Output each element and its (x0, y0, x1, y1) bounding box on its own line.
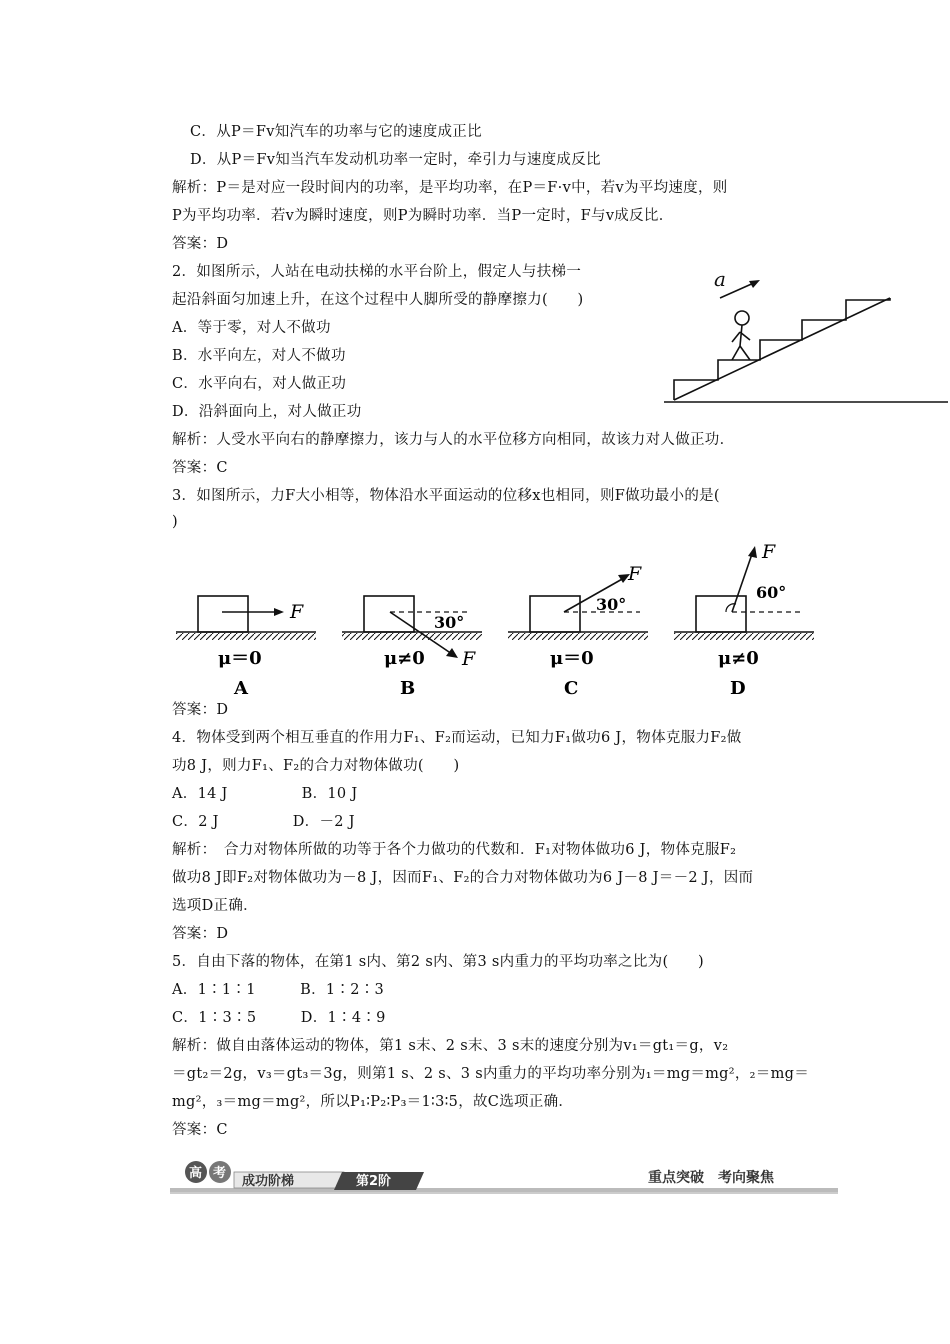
figure-a (176, 596, 316, 699)
option-c-q2: C．水平向右，对人做正功 (172, 376, 347, 392)
analysis-q4-line2: 做功8 J即F₂对物体做功为－8 J，因而F₁、F₂的合力对物体做功为6 J－8 J＝－2 J，因而 (172, 870, 754, 886)
answer-q1: 答案：D (172, 236, 229, 252)
question-2-line2: 起沿斜面匀加速上升，在这个过程中人脚所受的静摩擦力( ) (172, 292, 584, 308)
option-d-label: D (730, 678, 746, 699)
answer-q5: 答案：C (172, 1122, 228, 1138)
svg-text:μ＝0: μ＝0 (550, 648, 594, 669)
option-a-q2: A．等于零，对人不做功 (172, 320, 331, 336)
options-cd-q4: C．2 J D．－2 J (172, 814, 355, 830)
option-c-q1: C．从P＝Fv知汽车的功率与它的速度成正比 (190, 124, 482, 140)
options-cd-q5: C．1∶3∶5 D．1∶4∶9 (172, 1010, 386, 1026)
svg-text:高: 高 (189, 1166, 203, 1181)
footer-right-text: 重点突破 考向聚焦 (648, 1170, 774, 1186)
escalator-incline (674, 298, 890, 400)
accel-label: a (714, 267, 726, 291)
svg-text:μ≠0: μ≠0 (718, 648, 759, 669)
svg-text:F: F (628, 563, 642, 585)
option-c-label: C (564, 678, 579, 699)
svg-text:F: F (290, 601, 304, 623)
svg-text:μ≠0: μ≠0 (384, 648, 425, 669)
svg-text:F: F (762, 541, 776, 563)
options-ab-q5: A．1∶1∶1 B．1∶2∶3 (172, 982, 385, 998)
svg-text:考: 考 (213, 1166, 227, 1181)
force-figures (170, 538, 830, 700)
option-b-q2: B．水平向左，对人不做功 (172, 348, 346, 364)
option-d-q1: D．从P＝Fv知当汽车发动机功率一定时，牵引力与速度成反比 (190, 152, 601, 168)
svg-text:60°: 60° (756, 583, 787, 602)
footer-banner (170, 1160, 838, 1196)
question-4-line2: 功8 J，则力F₁、F₂的合力对物体做功( ) (172, 758, 460, 774)
analysis-q5-line3: mg²，₃＝mg＝mg²，所以P₁∶P₂∶P₃＝1∶3∶5，故C选项正确． (172, 1094, 574, 1110)
question-5: 5．自由下落的物体，在第1 s内、第2 s内、第3 s内重力的平均功率之比为( ) (172, 954, 704, 970)
escalator-figure (660, 262, 950, 408)
option-a-label: A (234, 678, 248, 699)
person-head (735, 311, 749, 325)
answer-q3: 答案：D (172, 702, 229, 718)
svg-text:μ＝0: μ＝0 (218, 648, 262, 669)
analysis-q4-line1: 解析： 合力对物体所做的功等于各个力做功的代数和．F₁对物体做功6 J，物体克服F₂ (172, 842, 737, 858)
svg-text:30°: 30° (596, 595, 627, 614)
ladder-text: 成功阶梯 (242, 1174, 295, 1189)
options-ab-q4: A．14 J B．10 J (172, 786, 358, 802)
option-d-q2: D．沿斜面向上，对人做正功 (172, 404, 362, 420)
stage-text: 第2阶 (356, 1174, 392, 1189)
analysis-q5-line2: ＝gt₂＝2g，v₃＝gt₃＝3g，则第1 s、2 s、3 s内重力的平均功率分别为₁＝mg＝mg²，₂＝mg＝ (172, 1066, 810, 1082)
svg-text:F: F (462, 648, 476, 670)
option-b-label: B (400, 678, 416, 699)
question-3-line1: 3．如图所示，力F大小相等，物体沿水平面运动的位移x也相同，则F做功最小的是( (172, 488, 720, 504)
figure-b (342, 596, 482, 699)
figure-c (508, 563, 648, 699)
answer-q4: 答案：D (172, 926, 229, 942)
analysis-q5-line1: 解析：做自由落体运动的物体，第1 s末、2 s末、3 s末的速度分别为v₁＝gt₁＝g，v₂ (172, 1038, 729, 1054)
person-body (740, 325, 742, 346)
question-3-line2: ) (172, 514, 178, 530)
svg-text:30°: 30° (434, 613, 465, 632)
analysis-q1-line2: P为平均功率．若v为瞬时速度，则P为瞬时功率．当P一定时，F与v成反比． (172, 208, 674, 224)
question-2-line1: 2．如图所示，人站在电动扶梯的水平台阶上，假定人与扶梯一 (172, 264, 582, 280)
analysis-q2: 解析：人受水平向右的静摩擦力，该力与人的水平位移方向相同，故该力对人做正功． (172, 432, 735, 448)
analysis-q1-line1: 解析：P＝是对应一段时间内的功率，是平均功率，在P＝F·v中，若v为平均速度，则 (172, 180, 728, 196)
answer-q2: 答案：C (172, 460, 228, 476)
figure-d (674, 541, 814, 699)
analysis-q4-line3: 选项D正确． (172, 898, 258, 914)
question-4-line1: 4．物体受到两个相互垂直的作用力F₁、F₂而运动，已知力F₁做功6 J，物体克服力F₂做 (172, 730, 742, 746)
